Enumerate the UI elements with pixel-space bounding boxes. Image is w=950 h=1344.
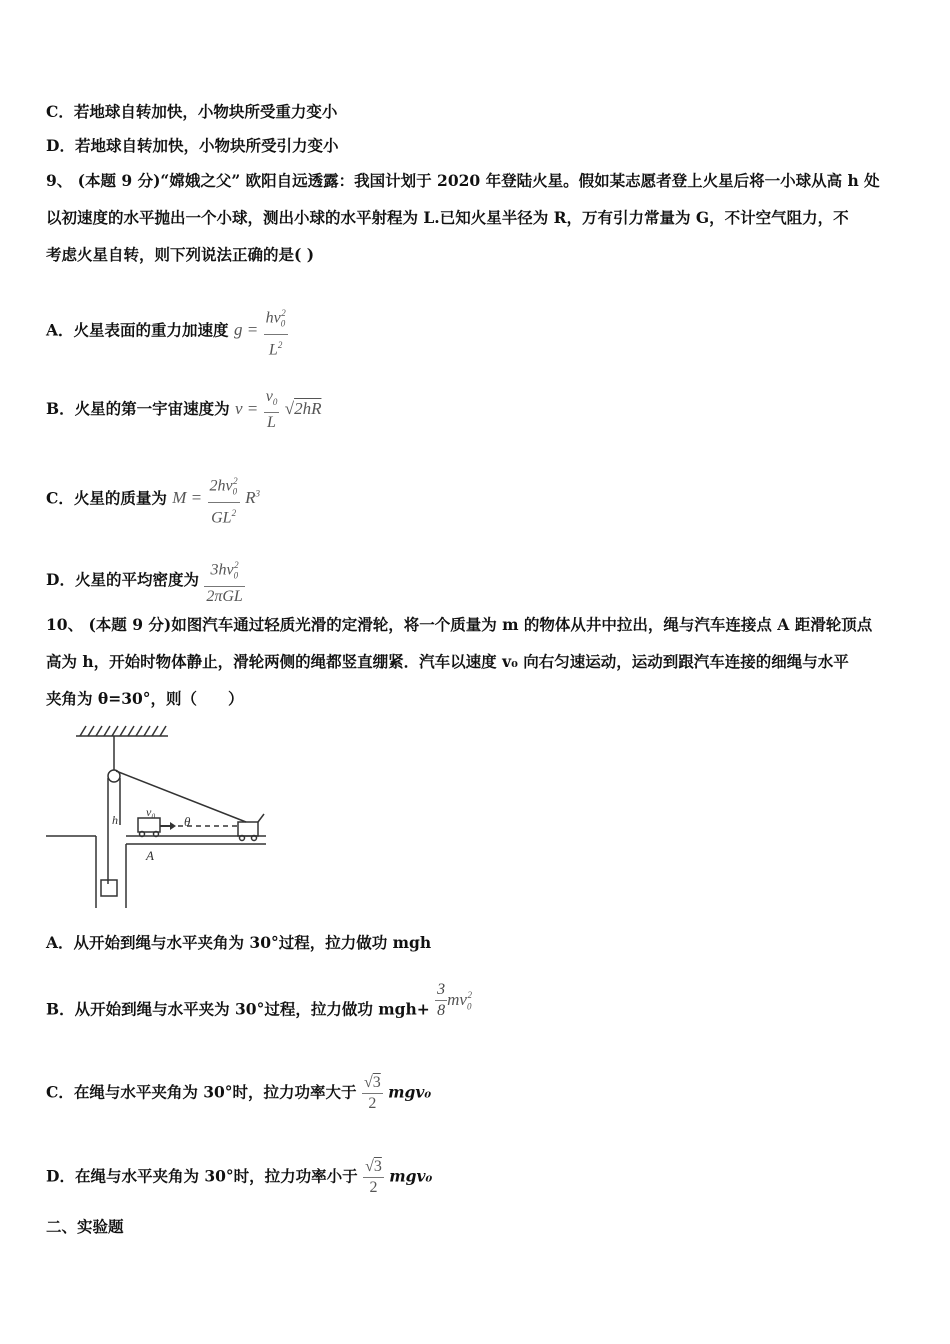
q9-option-c-formula: M = $\frac{2hv_0^2}{GL^2}$ $R^3$ xyxy=(172,488,260,507)
q10-figure-label-v0: v₀ xyxy=(146,805,156,819)
q10-figure-label-h: h xyxy=(112,813,118,827)
q9-option-a-formula: g = $\frac{hv_0^2}{L^2}$ xyxy=(234,320,288,339)
q8-option-c: C．若地球自转加快，小物块所受重力变小 xyxy=(46,102,338,121)
q9-stem-line2: 以初速度的水平抛出一个小球，测出小球的水平射程为 L.已知火星半径为 R，万有引力常量为 G，不计空气阻力，不 xyxy=(46,208,849,227)
q9-option-b xyxy=(46,387,321,433)
q9-option-a xyxy=(46,303,288,360)
q10-stem-line3: 夹角为 θ=30°，则（ ） xyxy=(46,689,244,708)
section-title: 二、实验题 xyxy=(46,1217,124,1236)
q10-option-a: A．从开始到绳与水平夹角为 30°过程，拉力做功 mgh xyxy=(46,933,432,952)
q10-stem-line1: 10、 (本题 9 分)如图汽车通过轻质光滑的定滑轮，将一个质量为 m 的物体从井中拉出，绳与汽车连接点 A 距滑轮顶点 xyxy=(46,615,873,634)
q10-figure-label-theta: θ xyxy=(184,814,191,829)
q10-option-d: D．在绳与水平夹角为 30°时，拉力功率小于 $\frac{√3}{2}$ mgv₀ xyxy=(46,1158,433,1196)
q10-pulley-figure xyxy=(46,722,268,908)
q10-figure-label-a: A xyxy=(146,848,154,863)
q9-option-b-formula: v = $\frac{v_0}{L}$ √2hR xyxy=(235,388,322,432)
q10-option-b-formula: $\frac{3}{8}$ $mv_0^2$ xyxy=(437,981,472,1019)
q9-stem-line3: 考虑火星自转，则下列说法正确的是( ) xyxy=(46,245,315,264)
q10-option-c-formula: $\frac{√3}{2}$ xyxy=(363,1074,381,1112)
q9-option-c-text: C．火星的质量为 xyxy=(46,488,167,508)
q9-option-d-text: D．火星的平均密度为 xyxy=(46,569,199,589)
q10-option-d-text: D．在绳与水平夹角为 30°时，拉力功率小于 xyxy=(46,1166,358,1186)
q9-option-b-text: B．火星的第一宇宙速度为 xyxy=(46,399,230,419)
q10-option-b xyxy=(46,981,472,1031)
q10-option-c-text: C．在绳与水平夹角为 30°时，拉力功率大于 xyxy=(46,1082,357,1102)
q9-option-a-text: A．火星表面的重力加速度 xyxy=(46,320,229,340)
q10-stem-line2: 高为 h，开始时物体静止，滑轮两侧的绳都竖直绷紧．汽车以速度 v₀ 向右匀速运动，运动到跟汽车连接的细绳与水平 xyxy=(46,652,849,671)
q10-option-c: C．在绳与水平夹角为 30°时，拉力功率大于 $\frac{√3}{2}$ mgv₀ xyxy=(46,1074,432,1112)
q9-option-d-formula: $\frac{3hv_0^2}{\text{2πGL}}$ xyxy=(204,570,244,589)
q10-option-d-formula: $\frac{√3}{2}$ xyxy=(365,1158,382,1196)
q9-stem-line1: 9、 (本题 9 分)“嫦娥之父” 欧阳自远透露：我国计划于 2020 年登陆火星。假如某志愿者登上火星后将一小球从高 h 处 xyxy=(46,171,880,190)
q10-option-b-text: B．从开始到绳与水平夹为 30°过程，拉力做功 mgh+ xyxy=(46,999,430,1019)
q8-option-d: D．若地球自转加快，小物块所受引力变小 xyxy=(46,136,339,155)
q9-option-c xyxy=(46,471,260,528)
q9-option-d xyxy=(46,555,245,607)
